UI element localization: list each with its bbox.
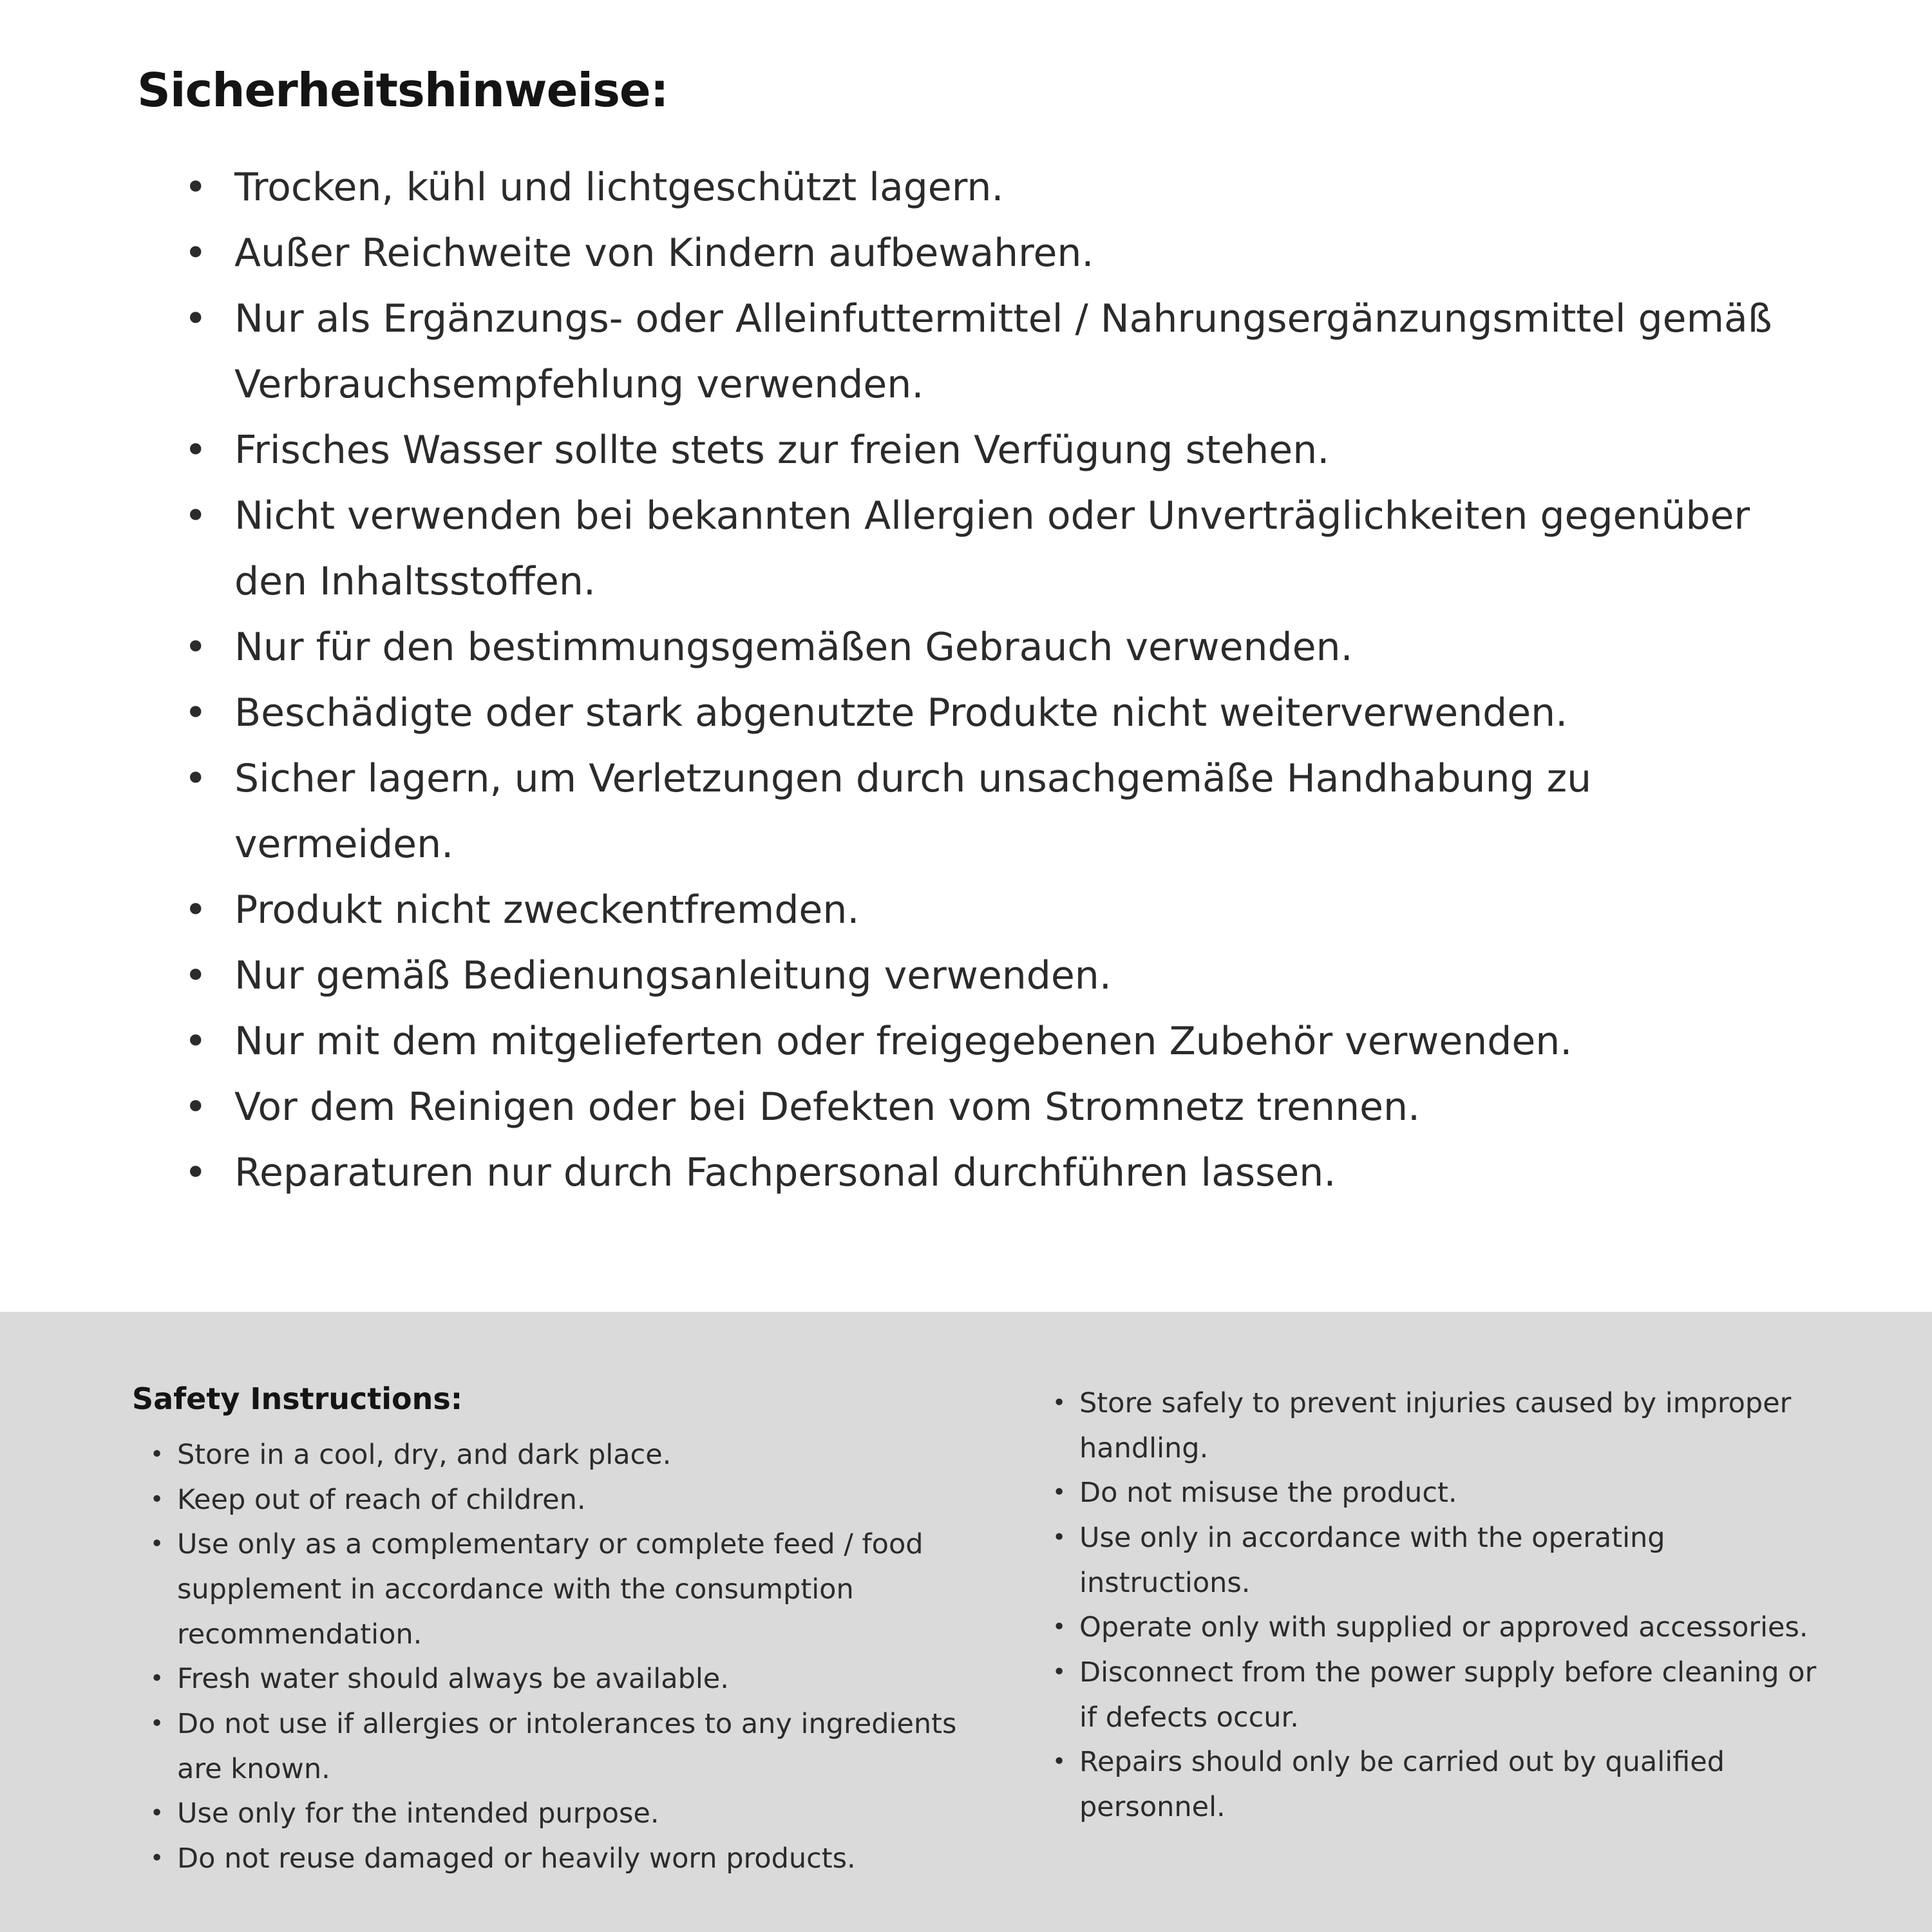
list-item: • Operate only with supplied or approved accessories. xyxy=(1050,1605,1826,1651)
list-item: • Außer Reichweite von Kindern aufbewahren. xyxy=(173,220,1795,286)
list-item: • Nur für den bestimmungsgemäßen Gebrauch verwenden. xyxy=(173,614,1795,680)
list-item: • Trocken, kühl und lichtgeschützt lagern. xyxy=(173,155,1795,220)
list-item: • Vor dem Reinigen oder bei Defekten vom Stromnetz trennen. xyxy=(173,1074,1795,1140)
list-item: • Store safely to prevent injuries caused by improper handling. xyxy=(1050,1381,1826,1471)
list-item: • Use only as a complementary or complete feed / food supplement in accordance with the consumption recommendation. xyxy=(147,1522,989,1657)
list-item: • Do not misuse the product. xyxy=(1050,1471,1826,1516)
german-title: Sicherheitshinweise: xyxy=(137,63,668,117)
list-item: • Nicht verwenden bei bekannten Allergien oder Unverträglichkeiten gegenüber den Inhaltsstoffen. xyxy=(173,483,1795,614)
list-item: • Beschädigte oder stark abgenutzte Produkte nicht weiterverwenden. xyxy=(173,680,1795,746)
list-item: • Nur gemäß Bedienungsanleitung verwenden. xyxy=(173,943,1795,1009)
list-item: • Sicher lagern, um Verletzungen durch unsachgemäße Handhabung zu vermeiden. xyxy=(173,746,1795,877)
list-item: • Produkt nicht zweckentfremden. xyxy=(173,877,1795,943)
list-item: • Reparaturen nur durch Fachpersonal durchführen lassen. xyxy=(173,1140,1795,1206)
list-item: • Do not use if allergies or intolerances to any ingredients are known. xyxy=(147,1702,989,1792)
list-item: • Do not reuse damaged or heavily worn products. xyxy=(147,1837,989,1882)
list-item: • Keep out of reach of children. xyxy=(147,1478,989,1523)
list-item: • Store in a cool, dry, and dark place. xyxy=(147,1433,989,1478)
english-instructions-list-left xyxy=(132,1433,989,1882)
english-left-column xyxy=(132,1381,989,1932)
list-item: • Nur mit dem mitgelieferten oder freigegebenen Zubehör verwenden. xyxy=(173,1009,1795,1074)
list-item: • Disconnect from the power supply before cleaning or if defects occur. xyxy=(1050,1651,1826,1740)
list-item: • Nur als Ergänzungs- oder Alleinfuttermittel / Nahrungsergänzungsmittel gemäß Verbrauchsempfehlung verwenden. xyxy=(173,286,1795,417)
english-right-column xyxy=(1050,1381,1826,1932)
list-item: • Use only in accordance with the operating instructions. xyxy=(1050,1516,1826,1605)
list-item: • Repairs should only be carried out by qualified personnel. xyxy=(1050,1740,1826,1830)
list-item: • Fresh water should always be available. xyxy=(147,1657,989,1702)
english-instructions-list-right xyxy=(1050,1381,1826,1830)
german-instructions-list xyxy=(137,155,1795,1206)
english-title: Safety Instructions: xyxy=(132,1381,463,1416)
list-item: • Frisches Wasser sollte stets zur freien Verfügung stehen. xyxy=(173,417,1795,483)
english-section xyxy=(0,1312,1932,1932)
list-item: • Use only for the intended purpose. xyxy=(147,1792,989,1837)
